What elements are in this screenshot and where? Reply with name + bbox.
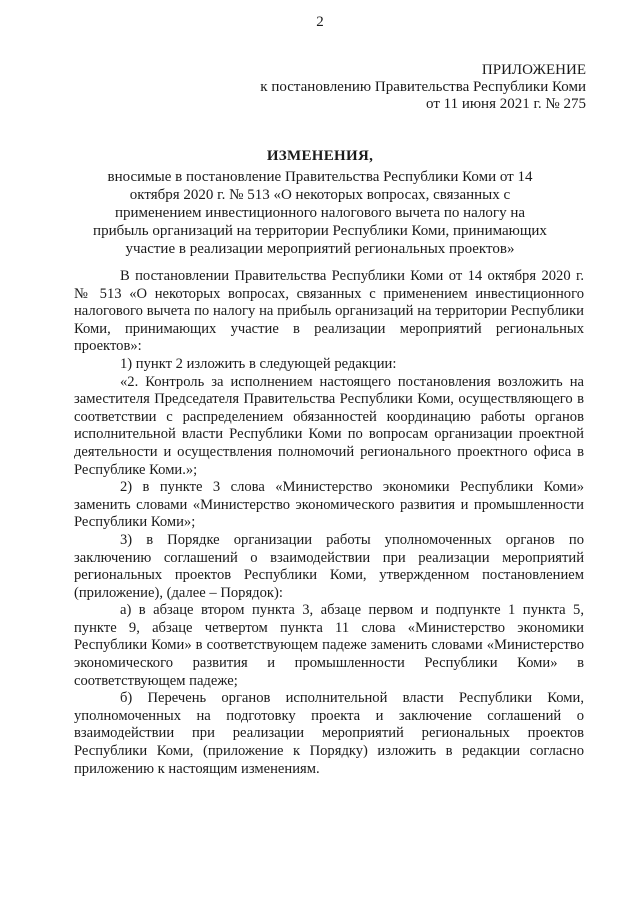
appendix-header xyxy=(260,62,586,113)
page-number: 2 xyxy=(316,14,324,30)
item-3a: а) в абзаце втором пункта 3, абзаце первом и подпункте 1 пункта 5, пункте 9, абзаце четвертом пункта 11 слова «Министерство экономики Республики Коми» в соответствующем падеже заменить словами «Министерство экономического развития и промышленности Республики Коми» в соответствующем падеже; xyxy=(74,602,584,689)
intro-paragraph: В постановлении Правительства Республики Коми от 14 октября 2020 г. № 513 «О некоторых вопросах, связанных с применением инвестиционного налогового вычета по налогу на прибыль организаций на территории Республики Коми, принимающих участие в реализации мероприятий региональных проектов»: xyxy=(74,268,584,355)
document-body xyxy=(74,268,584,778)
item-1: 1) пункт 2 изложить в следующей редакции: xyxy=(120,355,397,372)
item-3: 3) в Порядке организации работы уполномоченных органов по заключению соглашений о взаимодействии при реализации мероприятий региональных проектов Республики Коми, утвержденном постановлением (приложение), (далее – Порядок): xyxy=(74,531,584,601)
item-1-text: «2. Контроль за исполнением настоящего постановления возложить на заместителя Председателя Правительства Республики Коми, осуществляющего в соответствии с распределением обязанностей координацию работы органов исполнительной власти Республики Коми по вопросам организации проектной деятельности и осуществления полномочий регионального проектного офиса в Республике Коми.»; xyxy=(74,373,584,478)
item-2: 2) в пункте 3 слова «Министерство экономики Республики Коми» заменить словами «Министерство экономического развития и промышленности Республики Коми»; xyxy=(74,479,584,531)
document-subtitle: вносимые в постановление Правительства Республики Коми от 14 октября 2020 г. № 513 «О некоторых вопросах, связанных с применением инвестиционного налогового вычета по налогу на прибыль организаций на территории Республики Коми, принимающих участие в реализации мероприятий региональных проектов» xyxy=(93,169,547,257)
appendix-line-2: от 11 июня 2021 г. № 275 xyxy=(426,96,586,112)
appendix-label: ПРИЛОЖЕНИЕ xyxy=(481,62,586,78)
appendix-line-1: к постановлению Правительства Республики Коми xyxy=(260,79,586,95)
item-3b: б) Перечень органов исполнительной власти Республики Коми, уполномоченных на подготовку проекта и заключение соглашений о взаимодействии при реализации мероприятий региональных проектов Республики Коми, (приложение к Порядку) изложить в редакции согласно приложению к настоящим изменениям. xyxy=(74,690,584,777)
document-title: ИЗМЕНЕНИЯ, xyxy=(266,148,374,164)
